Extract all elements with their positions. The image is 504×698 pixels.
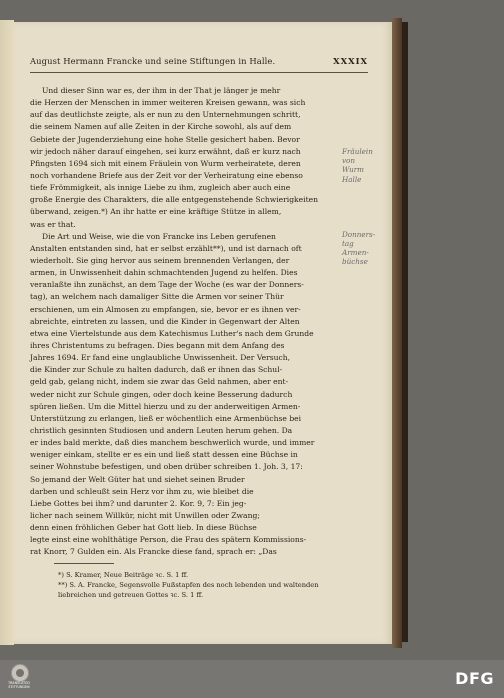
book-cover-edge — [402, 22, 408, 642]
page-number: XXXIX — [333, 56, 368, 66]
margin-note: Donners- — [342, 229, 376, 239]
text-line: er indes bald merkte, daß dies manchem beschwerlich wurde, und immer — [30, 438, 315, 448]
text-line: überwand, zeigen.*) An ihr hatte er eine kräftige Stütze in allem, — [30, 207, 282, 217]
margin-note — [342, 184, 402, 193]
footnote-line: liebreichen und getreuen Gottes ꝛc. S. 1 ff. — [58, 591, 204, 599]
text-line: armen, in Unwissenheit dahin schmachtenden Jugend zu helfen. Dies — [30, 268, 298, 278]
text-line: die seinem Namen auf alle Zeiten in der Kirche sowohl, als auf dem — [30, 122, 292, 132]
footnote-line: **) S. A. Francke, Segensvolle Fußstapfen des noch lebenden und waltenden — [58, 581, 319, 589]
text-line: seiner Wohnstube befestigen, und oben drüber schreiben 1. Joh. 3, 17: — [30, 462, 303, 472]
text-line: licher nach seinem Willkür, nicht mit Unwillen oder Zwang; — [30, 510, 260, 520]
margin-note — [342, 202, 402, 211]
left-page-edge — [0, 20, 14, 645]
text-line: Die Art und Weise, wie die von Francke ins Leben gerufenen — [42, 231, 276, 241]
margin-note — [342, 211, 402, 220]
book-page — [14, 22, 392, 644]
text-line: Anstalten entstanden sind, hat er selbst erzählt**), und ist darnach oft — [30, 243, 302, 253]
text-line: erschienen, um ein Almosen zu empfangen, sie, bevor er es ihnen ver- — [30, 304, 301, 314]
text-line: darben und schleußt sein Herz vor ihm zu, wie bleibet die — [30, 486, 254, 496]
margin-note: von — [342, 156, 356, 166]
text-line: Liebe Gottes bei ihm? und darunter 2. Kor. 9, 7: Ein jeg- — [30, 498, 247, 508]
text-line: tiefe Frömmigkeit, als innige Liebe zu ihm, zugleich aber auch eine — [30, 183, 291, 193]
footnote-rule — [54, 563, 114, 564]
footnotes — [58, 570, 358, 600]
margin-note: Wurm — [342, 165, 364, 175]
body-text — [30, 85, 360, 558]
text-line: geld gab, gelang nicht, indem sie zwar das Geld nahmen, aber ent- — [30, 377, 289, 387]
handwritten-margin-notes — [342, 147, 402, 267]
text-line: Unterstützung zu erlangen, ließ er wöchentlich eine Armenbüchse bei — [30, 413, 302, 423]
text-line: Und dieser Sinn war es, der ihm in der That je länger je mehr — [42, 86, 281, 95]
text-line: weniger einkam, stellte er es ein und ließ statt dessen eine Büchse in — [30, 450, 298, 460]
text-line: christlich gesinnten Studiosen und andern Leuten herum gehen. Da — [30, 425, 293, 435]
running-title: August Hermann Francke und seine Stiftungen in Halle. — [30, 56, 276, 66]
text-line: veranlaßte ihn zunächst, an dem Tage der Woche (es war der Donners- — [30, 280, 304, 290]
text-line: was er that. — [30, 219, 76, 229]
text-line: denn einen fröhlichen Geber hat Gott lieb. In diese Büchse — [30, 523, 257, 533]
text-line: tag), an welchem nach damaliger Sitte die Armen vor seiner Thür — [30, 292, 284, 302]
margin-note — [342, 193, 402, 202]
text-line: weder nicht zur Schule gingen, oder doch keine Besserung dadurch — [30, 389, 293, 399]
text-line: wiederholt. Sie ging hervor aus seinem brennenden Verlangen, der — [30, 255, 290, 265]
text-line: große Energie des Charakters, die alle entgegenstehende Schwierigkeiten — [30, 195, 319, 205]
library-logo — [6, 664, 32, 696]
text-line: etwa eine Viertelstunde aus dem Katechismus Luther's nach dem Grunde — [30, 328, 314, 338]
library-logo-text: TRANSLATED STIFTUNGEN — [8, 681, 30, 689]
viewer-footer — [0, 660, 504, 698]
text-line: wir jedoch näher darauf eingehen, sei kurz erwähnt, daß er kurz nach — [30, 146, 301, 156]
dfg-logo: DFG — [455, 669, 494, 688]
margin-note: Halle — [342, 174, 362, 184]
book-spine — [392, 18, 402, 648]
text-line: abreichte, eintreten zu lassen, und die Kinder in Gegenwart der Alten — [30, 316, 300, 326]
margin-note: Fräulein — [342, 147, 373, 156]
running-head — [30, 56, 368, 70]
text-line: spüren ließen. Um die Mittel hierzu und zu der anderweitigen Armen- — [30, 401, 301, 411]
text-line: rat Knorr, 7 Gulden ein. Als Francke diese fand, sprach er: „Das — [30, 547, 277, 557]
footnote-line: *) S. Kramer, Neue Beiträge ꝛc. S. 1 ff. — [58, 571, 189, 579]
header-rule — [30, 72, 368, 73]
text-line: Pfingsten 1694 sich mit einem Fräulein von Wurm verheiratete, deren — [30, 158, 301, 168]
text-line: Gebiete der Jugenderziehung eine hohe Stelle gesichert haben. Bevor — [30, 134, 300, 144]
text-line: So jemand der Welt Güter hat und siehet seinen Bruder — [30, 474, 245, 484]
margin-note — [342, 221, 402, 230]
text-line: die Herzen der Menschen in immer weiteren Kreisen gewann, was sich — [30, 98, 306, 108]
text-line: legte einst eine wohlthätige Person, die Frau des spätern Kommissions- — [30, 535, 307, 545]
text-line: auf das deutlichste zeigte, als er nun zu den Unternehmungen schritt, — [30, 110, 301, 120]
library-emblem-icon — [11, 664, 29, 682]
margin-note: Armen- — [342, 248, 369, 258]
text-line: ihres Christentums zu befragen. Dies begann mit dem Anfang des — [30, 340, 285, 350]
text-line: Jahres 1694. Er fand eine unglaubliche Unwissenheit. Der Versuch, — [30, 353, 291, 363]
text-line: noch vorhandene Briefe aus der Zeit vor der Verheiratung eine ebenso — [30, 170, 303, 180]
margin-note: büchse — [342, 257, 368, 267]
margin-note: tag — [342, 238, 354, 248]
text-line: die Kinder zur Schule zu halten dadurch, daß er ihnen das Schul- — [30, 365, 283, 375]
